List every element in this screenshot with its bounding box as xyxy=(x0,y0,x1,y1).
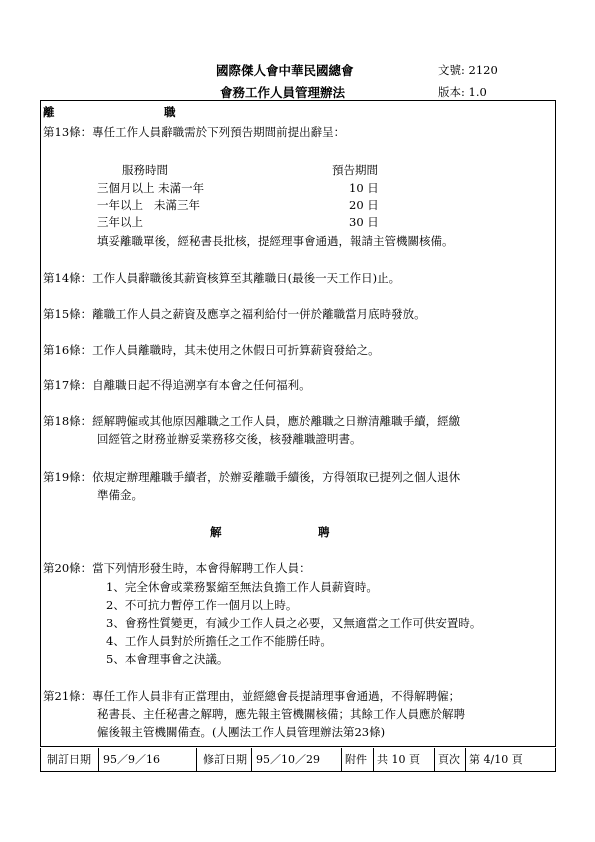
table-row-notice: 30 日 xyxy=(349,215,379,229)
article-21-line3: 僱後報主管機關備查。(人團法工作人員管理辦法第23條) xyxy=(97,725,386,739)
page-label: 頁次 xyxy=(438,753,460,766)
article-16: 第16條：工作人員離職時，其未使用之休假日可折算薪資發給之。 xyxy=(43,343,380,357)
table-row-notice: 10 日 xyxy=(349,181,379,195)
attachment-value: 共 10 頁 xyxy=(377,753,420,766)
article-20: 第20條：當下列情形發生時，本會得解聘工作人員： xyxy=(43,561,311,575)
article-17: 第17條：自離職日起不得追溯享有本會之任何福利。 xyxy=(43,378,311,392)
revise-date-value: 95／10／29 xyxy=(256,753,320,766)
document-title: 會務工作人員管理辦法 xyxy=(220,85,346,100)
article-19-line1: 第19條：依規定辦理離職手續者，於辦妥離職手續後，方得領取已提列之個人退休 xyxy=(43,470,461,484)
article-15: 第15條：離職工作人員之薪資及應享之福利給付一併於離職當月底時發放。 xyxy=(43,307,426,321)
article-21-line2: 秘書長、主任秘書之解聘，應先報主管機關核備；其餘工作人員應於解聘 xyxy=(97,707,465,721)
article-13-note: 填妥離職單後，經秘書長批核，提經理事會通過，報請主管機關核備。 xyxy=(97,234,454,248)
revise-date-label: 修訂日期 xyxy=(203,753,247,766)
footer-table xyxy=(40,748,556,772)
article-18-line1: 第18條：經解聘僱或其他原因離職之工作人員，應於離職之日辦清離職手續，經繳 xyxy=(43,414,461,428)
article-13: 第13條：專任工作人員辭職需於下列預告期間前提出辭呈： xyxy=(43,125,346,139)
article-18-line2: 回經管之財務並辦妥業務移交後，核發離職證明書。 xyxy=(97,432,362,446)
section-heading-dismiss-right: 聘 xyxy=(318,525,330,539)
section-heading-resign-left: 離 xyxy=(43,105,55,119)
article-14: 第14條：工作人員辭職後其薪資核算至其離職日(最後一天工作日)止。 xyxy=(43,271,401,285)
page-number: 第 4/10 頁 xyxy=(469,753,523,766)
list-item: 3、會務性質變更，有減少工作人員之必要，又無適當之工作可供安置時。 xyxy=(106,616,482,630)
list-item: 1、完全休會或業務緊縮至無法負擔工作人員薪資時。 xyxy=(106,580,378,594)
document-version: 版本: 1.0 xyxy=(438,85,487,99)
list-item: 4、工作人員對於所擔任之工作不能勝任時。 xyxy=(106,634,332,648)
table-header-notice: 預告期間 xyxy=(332,163,378,177)
org-title: 國際傑人會中華民國總會 xyxy=(216,63,354,78)
table-row-period: 三個月以上 未滿一年 xyxy=(97,181,205,195)
draft-date-label: 制訂日期 xyxy=(47,753,91,766)
article-19-line2: 準備金。 xyxy=(97,488,143,502)
attachment-label: 附件 xyxy=(345,753,367,766)
list-item: 5、本會理事會之決議。 xyxy=(106,652,229,666)
section-heading-dismiss-left: 解 xyxy=(210,525,222,539)
draft-date-value: 95／9／16 xyxy=(103,753,160,766)
table-row-notice: 20 日 xyxy=(349,198,379,212)
table-row-period: 三年以上 xyxy=(97,215,143,229)
list-item: 2、不可抗力暫停工作一個月以上時。 xyxy=(106,598,298,612)
table-header-service: 服務時間 xyxy=(122,163,168,177)
article-21-line1: 第21條：專任工作人員非有正當理由，並經總會長提請理事會通過，不得解聘僱； xyxy=(43,689,461,703)
section-heading-resign-right: 職 xyxy=(164,105,176,119)
document-number: 文號: 2120 xyxy=(438,63,498,77)
table-row-period: 一年以上 未滿三年 xyxy=(97,198,200,212)
